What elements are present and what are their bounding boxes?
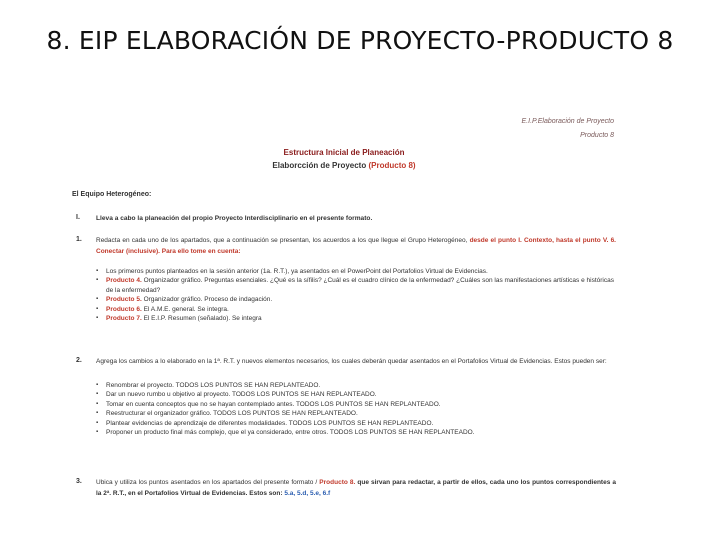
item-3-text <box>96 478 616 499</box>
list-item <box>94 295 616 304</box>
item-2-number: 2. <box>76 357 82 364</box>
document-sub-title <box>70 161 618 170</box>
item-1-number: 1. <box>76 236 82 243</box>
item-1-text-a: Redacta en cada uno de los apartados, que a continuación se presentan, los acuerdos a los que llegue el Grupo Heterogéneo, <box>96 237 468 244</box>
bullet-prefix: Producto 7. <box>106 315 142 323</box>
list-item: ▪ Reestructurar el organizador gráfico. TODOS LOS PUNTOS SE HAN REPLANTEADO. <box>94 409 616 418</box>
bullet-text: Organizador gráfico. Preguntas esenciales. ¿Qué es la sífilis? ¿Cuál es el cuadro clínico de la enfermedad? ¿Cuáles son las manifestaciones artísticas e históricas de la enfermedad? <box>106 277 614 294</box>
item-i-text: Lleva a cabo la planeación del propio Proyecto Interdisciplinario en el presente formato. <box>96 215 373 222</box>
item-1-bullet-list <box>94 267 616 323</box>
list-item: ▪ Tomar en cuenta conceptos que no se hayan contemplado antes. TODOS LOS PUNTOS SE HAN REPLANTEADO. <box>94 400 616 409</box>
item-2-bullet-list <box>94 381 616 437</box>
item-3-text-b: que sirvan para redactar, a partir de ellos, cada uno los puntos correspondientes a la 2ª. R.T., en el Portafolios Virtual de Evidencias. Estos son: <box>96 479 616 497</box>
sub-title-product: (Producto 8) <box>368 161 416 170</box>
team-label: El Equipo Heterogéneo: <box>72 191 152 198</box>
bullet-text: El A.M.E. general. Se integra. <box>143 305 229 313</box>
item-3-product: Producto 8. <box>319 479 356 486</box>
bullet-text: Los primeros puntos planteados en la sesión anterior (1a. R.T.), ya asentados en el PowerPoint del Portafolios Virtual de Evidencias. <box>106 268 488 275</box>
list-item <box>94 267 616 276</box>
item-3-text-a: Ubica y utiliza los puntos asentados en los apartados del presente formato / <box>96 479 318 486</box>
document-header-line1: E.I.P.Elaboración de Proyecto <box>521 118 614 125</box>
list-item: ▪ Renombrar el proyecto. TODOS LOS PUNTOS SE HAN REPLANTEADO. <box>94 381 616 390</box>
list-item <box>94 305 616 314</box>
document-image <box>70 110 618 520</box>
item-2-text: Agrega los cambios a lo elaborado en la 1ª. R.T. y nuevos elementos necesarios, los cuales deberán quedar asentados en el Portafolios Virtual de Evidencias. Estos pueden ser: <box>96 358 607 365</box>
slide-title: 8. EIP ELABORACIÓN DE PROYECTO-PRODUCTO 8 <box>46 26 674 55</box>
sub-title-text: Elaborcción de Proyecto <box>272 161 367 170</box>
list-item <box>94 314 616 323</box>
bullet-text: El E.I.P. Resumen (señalado). Se integra <box>143 315 262 323</box>
list-item: ▪ Plantear evidencias de aprendizaje de diferentes modalidades. TODOS LOS PUNTOS SE HAN REPLANTEADO. <box>94 419 616 428</box>
item-3-refs: 5.a, 5.d, 5.e, 6.f <box>284 489 331 497</box>
bullet-prefix: Producto 5. <box>106 296 142 304</box>
bullet-text: Organizador gráfico. Proceso de indagación. <box>143 296 273 304</box>
list-item <box>94 276 616 295</box>
item-i-number: I. <box>76 214 80 221</box>
bullet-prefix: Producto 6. <box>106 305 142 313</box>
item-1-text <box>96 236 616 257</box>
document-main-title: Estructura Inicial de Planeación <box>283 148 405 157</box>
item-1-text-b: desde el punto I. Contexto, hasta el punto V. 6. Conectar (inclusive). Para ello tome en cuenta: <box>96 237 616 255</box>
list-item: ▪ Dar un nuevo rumbo u objetivo al proyecto. TODOS LOS PUNTOS SE HAN REPLANTEADO. <box>94 390 616 399</box>
item-3-number: 3. <box>76 478 82 485</box>
list-item: ▪ Proponer un producto final más complejo, que el ya considerado, entre otros. TODOS LOS PUNTOS SE HAN REPLANTEADO. <box>94 428 616 437</box>
document-header-line2: Producto 8 <box>580 132 614 139</box>
bullet-prefix: Producto 4. <box>106 277 142 285</box>
